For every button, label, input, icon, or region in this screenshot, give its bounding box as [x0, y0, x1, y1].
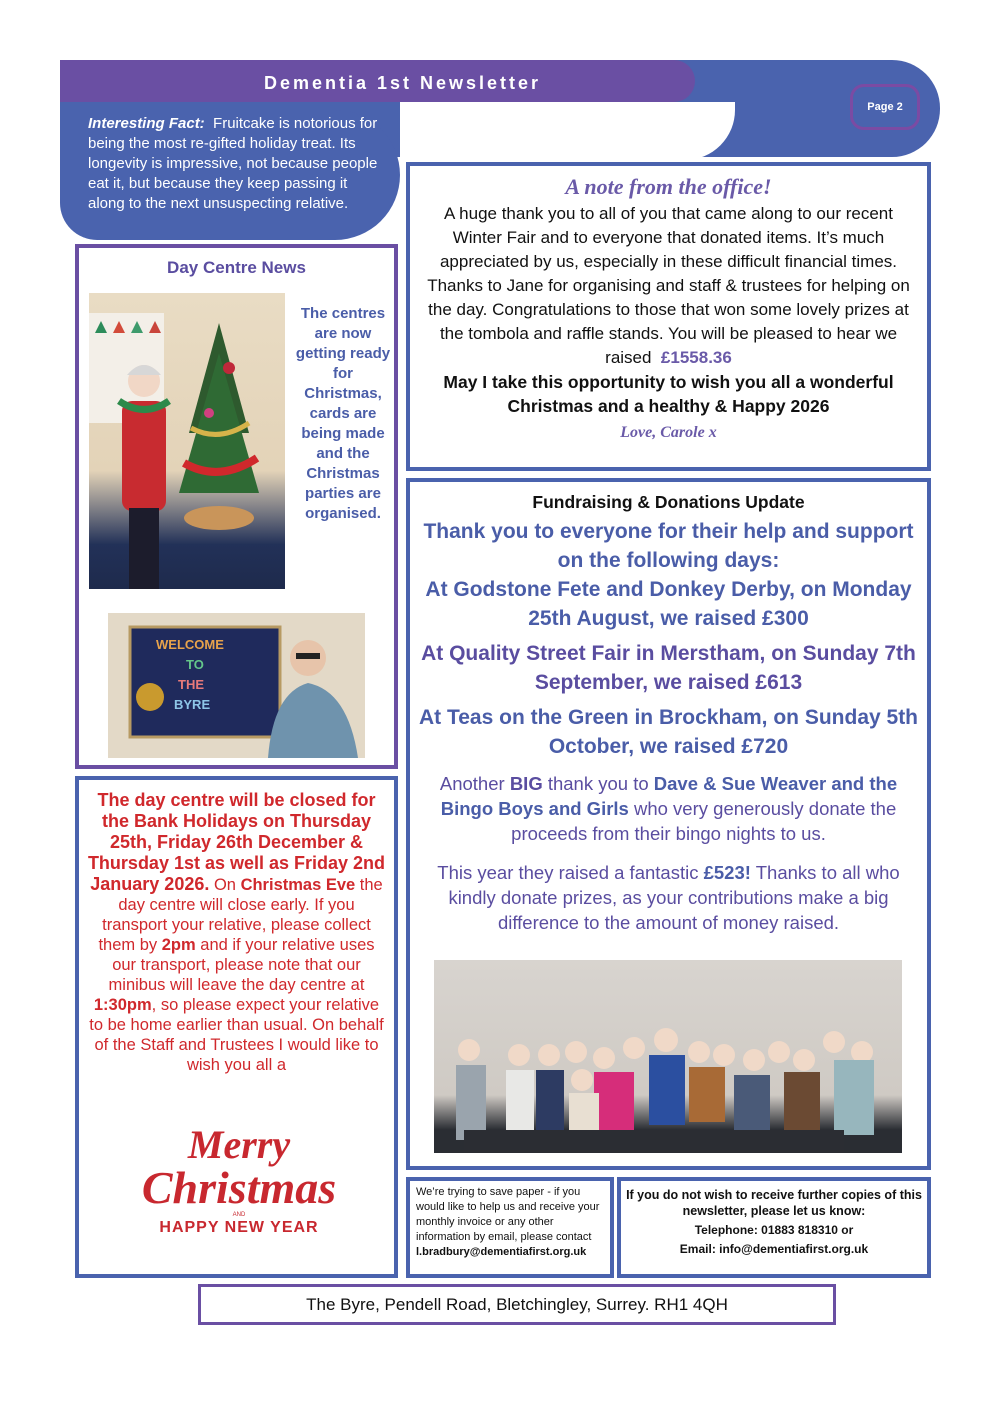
amount-raised: £1558.36: [660, 348, 732, 367]
svg-text:THE: THE: [178, 677, 204, 692]
svg-text:TO: TO: [186, 657, 204, 672]
closure-text-part: On: [213, 876, 236, 894]
fact-label: Interesting Fact:: [88, 115, 205, 132]
interesting-fact-bubble: [60, 110, 400, 240]
photo-illustration: [108, 613, 365, 758]
closure-text-part: the day centre will close early. If you transport your relative, please collect them by: [98, 876, 383, 954]
bingo-text-part: thank you to: [547, 773, 649, 794]
photo-illustration: [434, 960, 902, 1153]
welcome-board-photo: [108, 613, 365, 758]
fundraising-title: Fundraising & Donations Update: [532, 492, 805, 512]
header-cutout: [400, 102, 735, 160]
day-centre-news-box: [75, 244, 398, 769]
bingo-highlight: BIG: [509, 773, 543, 794]
office-note-text: A huge thank you to all of you that came along to our recent Winter Fair and to everyone that donated items. It’s much appreciated by us, especially in these difficult financial times. Thanks to Jane for organising and staff & trustees for helping on the day. Congratulations to those that won some lovely prizes at the tombola and raffle stands. You will be pleased to hear we raised: [427, 204, 910, 367]
unsubscribe-box: [617, 1177, 931, 1278]
fundraising-event: At Quality Street Fair in Merstham, on Sunday 7th September, we raised £613: [421, 642, 916, 694]
svg-text:BYRE: BYRE: [174, 697, 211, 712]
raised-text-part: This year they raised a fantastic: [437, 862, 699, 883]
closure-notice-text: [87, 790, 386, 1075]
office-note-body: [410, 202, 927, 370]
office-note-wish: May I take this opportunity to wish you all a wonderful Christmas and a healthy & Happy 2026: [443, 372, 894, 416]
unsubscribe-email[interactable]: Email: info@dementiafirst.org.uk: [679, 1242, 869, 1256]
fundraising-box: [406, 478, 931, 1170]
merry-christmas-graphic: [109, 1122, 369, 1255]
address-footer: The Byre, Pendell Road, Bletchingley, Surrey. RH1 4QH: [198, 1284, 836, 1325]
greeting-christmas: Christmas: [141, 1162, 337, 1213]
bingo-text-part: Another: [439, 773, 505, 794]
office-note-signoff: Love, Carole x: [620, 424, 717, 441]
unsubscribe-message: If you do not wish to receive further copies of this newsletter, please let us know:: [626, 1188, 922, 1218]
unsubscribe-telephone[interactable]: Telephone: 01883 818310 or: [694, 1223, 854, 1237]
day-centre-text: The centres are now getting ready for Christmas, cards are being made and the Christmas parties are organised.: [295, 305, 391, 522]
closure-highlight: Christmas Eve: [240, 876, 356, 894]
closure-highlight: 2pm: [161, 936, 196, 954]
contact-email-link[interactable]: l.bradbury@dementiafirst.org.uk: [416, 1246, 587, 1258]
closure-text-part: , so please expect your relative to be home earlier than usual. On behalf of the Staff and Trustees I would like to wish you all a: [89, 996, 384, 1074]
save-paper-text: [416, 1185, 606, 1260]
raised-text-part: Thanks to all who kindly donate prizes, as your contributions make a big difference to the amount of money raised.: [448, 862, 900, 933]
save-paper-message: We’re trying to save paper - if you would like to help us and receive your monthly invoice or any other information by email, please contact: [416, 1186, 600, 1243]
photo-illustration: [89, 293, 285, 589]
unsubscribe-text: [621, 1187, 927, 1259]
office-note-box: [406, 162, 931, 471]
bingo-thanks: [410, 771, 927, 846]
newsletter-title: Dementia 1st Newsletter: [263, 73, 542, 93]
save-paper-box: [406, 1177, 614, 1278]
bingo-text-part: who very generously donate the proceeds from their bingo nights to us.: [511, 798, 897, 844]
fundraising-event: At Teas on the Green in Brockham, on Sunday 5th October, we raised £720: [418, 706, 919, 758]
fundraising-event: At Godstone Fete and Donkey Derby, on Monday 25th August, we raised £300: [425, 578, 912, 630]
closure-highlight: 1:30pm: [93, 996, 152, 1014]
greeting-and: AND: [232, 1212, 246, 1218]
closure-notice-box: [75, 776, 398, 1278]
svg-text:WELCOME: WELCOME: [156, 637, 224, 652]
office-note-title: A note from the office!: [565, 174, 772, 199]
fundraising-intro: Thank you to everyone for their help and support on the following days:: [423, 520, 914, 572]
greeting-merry: Merry: [187, 1122, 291, 1167]
greeting-new-year: HAPPY NEW YEAR: [159, 1219, 319, 1236]
closure-headline: The day centre will be closed for the Bank Holidays on Thursday 25th, Friday 26th December & Thursday 1st as well as Friday 2nd January 2026.: [87, 790, 386, 894]
fact-text: Fruitcake is notorious for being the most re-gifted holiday treat. Its longevity is impressive, not because people eat it, but because they keep passing it along to the next unsuspecting relative.: [88, 115, 378, 212]
raised-amount: £523!: [703, 862, 751, 883]
closure-text-part: and if your relative uses our transport, please note that our minibus will leave the day centre at: [108, 936, 375, 994]
christmas-tree-photo: [89, 293, 285, 589]
day-centre-title: Day Centre News: [167, 258, 306, 277]
group-photo: [434, 960, 902, 1153]
bingo-highlight: Dave & Sue Weaver and the Bingo Boys and Girls: [440, 773, 898, 819]
page-number-badge: Page 2: [850, 84, 920, 130]
bingo-raised: [410, 860, 927, 935]
